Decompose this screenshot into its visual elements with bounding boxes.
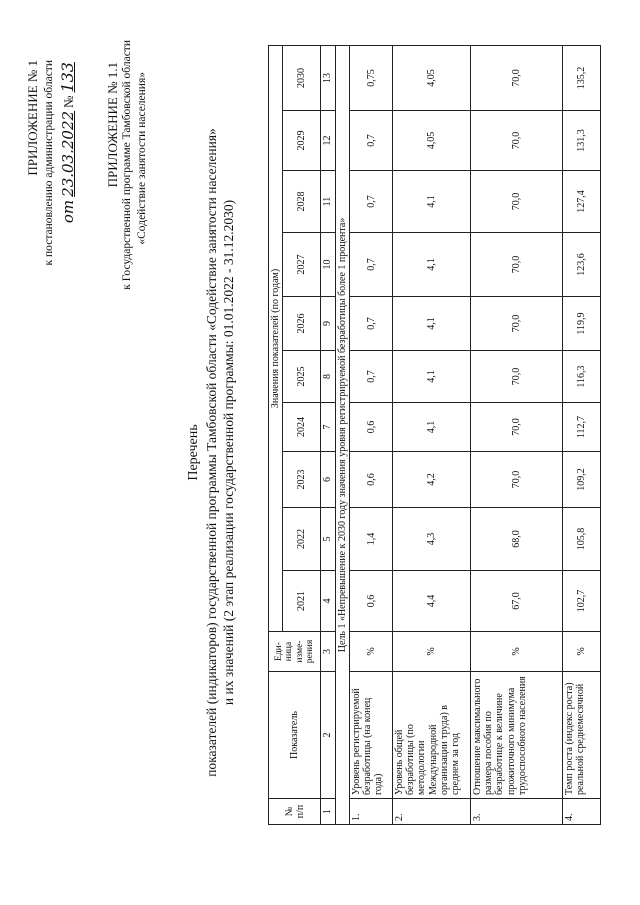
- value-cell: 0,6: [350, 403, 393, 452]
- handwritten-number: 133: [58, 62, 77, 93]
- appendix-1-title: ПРИЛОЖЕНИЕ № 1: [25, 60, 40, 176]
- col-number: 2: [321, 672, 336, 799]
- doc-subtitle-2: и их значений (2 этап реализации государственной программы: 01.01.2022 - 31.12.2030): [221, 199, 236, 706]
- indicator-name: Темп роста (индекс роста) реальной среднемесячной: [563, 672, 601, 799]
- col-number: 11: [321, 171, 336, 233]
- row-number: 3.: [471, 799, 563, 825]
- col-header-unit: Еди-ница изме-рения: [269, 632, 321, 672]
- value-cell: 4,2: [393, 452, 471, 508]
- doc-subtitle-1: показателей (индикаторов) государственной программы Тамбовской области «Содействие занятости населения»: [204, 128, 219, 777]
- year-header: 2023: [283, 452, 321, 508]
- value-cell: 102,7: [563, 571, 601, 632]
- year-header: 2022: [283, 508, 321, 571]
- value-cell: 4,3: [393, 508, 471, 571]
- value-cell: 0,7: [350, 297, 393, 351]
- col-number: 10: [321, 233, 336, 297]
- value-cell: 0,7: [350, 351, 393, 403]
- value-cell: 70,0: [471, 403, 563, 452]
- value-cell: 123,6: [563, 233, 601, 297]
- col-number: 12: [321, 111, 336, 171]
- value-cell: 4,1: [393, 171, 471, 233]
- value-cell: 70,0: [471, 111, 563, 171]
- row-number: 1.: [350, 799, 393, 825]
- value-cell: 0,75: [350, 45, 393, 110]
- value-cell: 105,8: [563, 508, 601, 571]
- value-cell: 4,05: [393, 111, 471, 171]
- value-cell: 0,6: [350, 452, 393, 508]
- indicator-name: Уровень регистрируемой безработицы (на конец года): [350, 672, 393, 799]
- table-row: [393, 45, 471, 824]
- date-prefix: от: [59, 199, 77, 224]
- row-number: 4.: [563, 799, 601, 825]
- value-cell: 4,05: [393, 45, 471, 110]
- value-cell: 0,6: [350, 571, 393, 632]
- value-cell: 4,1: [393, 403, 471, 452]
- value-cell: 119,9: [563, 297, 601, 351]
- year-header: 2026: [283, 297, 321, 351]
- unit-cell: %: [350, 632, 393, 672]
- col-number: 4: [321, 571, 336, 632]
- value-cell: 68,0: [471, 508, 563, 571]
- unit-cell: %: [471, 632, 563, 672]
- value-cell: 70,0: [471, 452, 563, 508]
- appendix-1-date-line: [60, 62, 76, 223]
- year-header: 2024: [283, 403, 321, 452]
- value-cell: 0,7: [350, 233, 393, 297]
- value-cell: 4,4: [393, 571, 471, 632]
- year-header: 2027: [283, 233, 321, 297]
- appendix-11-title: ПРИЛОЖЕНИЕ № 1.1: [105, 62, 120, 188]
- year-header: 2025: [283, 351, 321, 403]
- col-header-no: № п/п: [269, 799, 321, 825]
- value-cell: 131,3: [563, 111, 601, 171]
- appendix-11-line2: «Содействие занятости населения»: [136, 72, 148, 245]
- unit-cell: %: [393, 632, 471, 672]
- table-row: [563, 45, 601, 824]
- value-cell: 1,4: [350, 508, 393, 571]
- row-number: 2.: [393, 799, 471, 825]
- unit-cell: %: [563, 632, 601, 672]
- year-header: 2021: [283, 571, 321, 632]
- col-number: 13: [321, 45, 336, 110]
- value-cell: 116,3: [563, 351, 601, 403]
- indicator-name: Уровень общей безработицы (по методологии Международной организации труда) в среднем за год: [393, 672, 471, 799]
- value-cell: 70,0: [471, 45, 563, 110]
- year-header: 2029: [283, 111, 321, 171]
- handwritten-date: 23.03.2022: [59, 110, 77, 197]
- year-header: 2030: [283, 45, 321, 110]
- col-number: 5: [321, 508, 336, 571]
- value-cell: 67,0: [471, 571, 563, 632]
- value-cell: 4,1: [393, 233, 471, 297]
- col-number: 7: [321, 403, 336, 452]
- value-cell: 135,2: [563, 45, 601, 110]
- value-cell: 112,7: [563, 403, 601, 452]
- value-cell: 70,0: [471, 297, 563, 351]
- goal-1-row: Цель 1 «Непревышение к 2030 году значения уровня регистрируемой безработицы более 1 процента»: [336, 45, 350, 824]
- appendix-1-line1: к постановлению администрации области: [43, 60, 55, 266]
- col-number: 3: [321, 632, 336, 672]
- appendix-11-line1: к Государственной программе Тамбовской области: [121, 40, 133, 290]
- value-cell: 0,7: [350, 171, 393, 233]
- col-header-indicator: Показатель: [269, 672, 321, 799]
- value-cell: 127,4: [563, 171, 601, 233]
- col-number: 8: [321, 351, 336, 403]
- year-header: 2028: [283, 171, 321, 233]
- value-cell: 109,2: [563, 452, 601, 508]
- col-number: 6: [321, 452, 336, 508]
- value-cell: 70,0: [471, 171, 563, 233]
- number-sign: №: [61, 95, 76, 108]
- col-header-values-group: Значения показателей (по годам): [269, 45, 283, 631]
- col-number: 9: [321, 297, 336, 351]
- value-cell: 0,7: [350, 111, 393, 171]
- value-cell: 70,0: [471, 233, 563, 297]
- value-cell: 4,1: [393, 351, 471, 403]
- col-number: 1: [321, 799, 336, 825]
- value-cell: 4,1: [393, 297, 471, 351]
- value-cell: 70,0: [471, 351, 563, 403]
- indicator-name: Отношение максимального размера пособия по безработице к величине прожиточного минимума трудоспособного населения: [471, 672, 563, 799]
- doc-title: Перечень: [186, 424, 201, 481]
- indicators-table: [268, 45, 601, 825]
- table-row: [471, 45, 563, 824]
- table-row: [350, 45, 393, 824]
